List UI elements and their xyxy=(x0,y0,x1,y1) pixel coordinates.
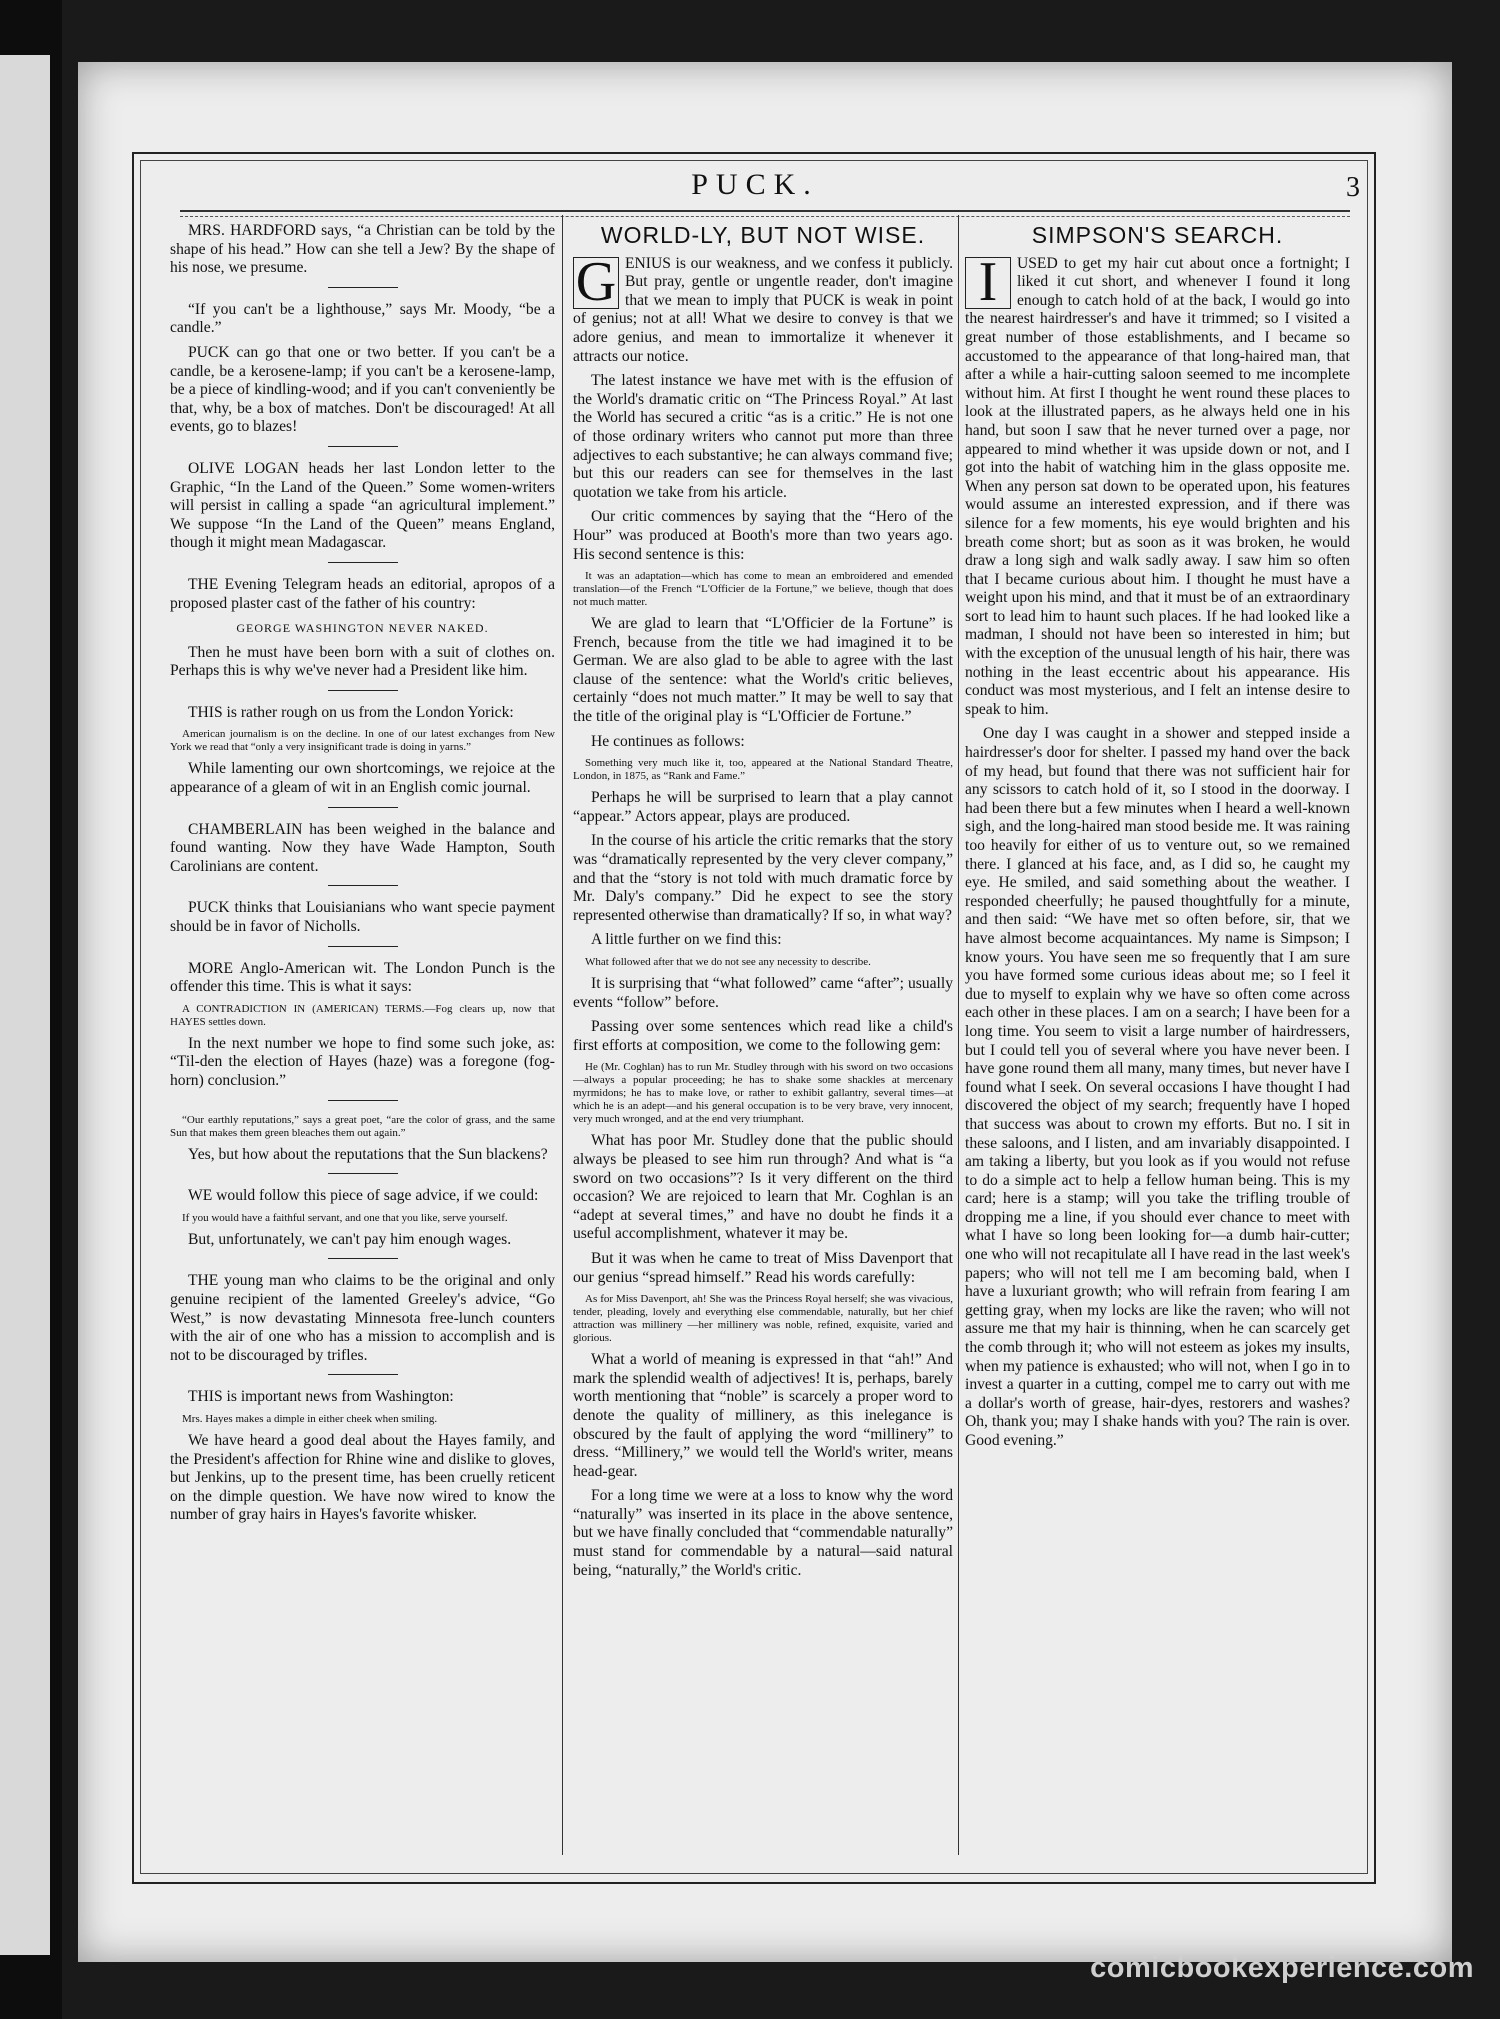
column-world-ly xyxy=(573,222,953,1852)
quotation: If you would have a faithful servant, and one that you like, serve yourself. xyxy=(182,1211,508,1224)
article-lead xyxy=(965,250,1350,720)
section-divider xyxy=(328,1374,398,1375)
paragraph: “If you can't be a lighthouse,” says Mr. Moody, “be a candle.” xyxy=(170,300,555,337)
paragraph: But, unfortunately, we can't pay him enough wages. xyxy=(188,1230,512,1248)
paragraph: The latest instance we have met with is the effusion of the World's dramatic critic on “The Princess Royal.” At last the World has secured a critic “as is a critic.” He is not one of those ordinary writers who cannot put more than three adjectives to each substantive; he can always command five; but this our readers can see for themselves in the last quotation we take from his article. xyxy=(573,372,953,501)
paragraph: While lamenting our own shortcomings, we rejoice at the appearance of a gleam of wit in an English comic journal. xyxy=(170,760,555,797)
quotation: A CONTRADICTION IN (AMERICAN) TERMS.—Fog clears up, now that HAYES settles down. xyxy=(170,1002,555,1028)
masthead xyxy=(150,168,1360,208)
section-divider xyxy=(328,562,398,563)
article-lead xyxy=(573,250,953,367)
paragraph: In the next number we hope to find some such joke, as: “Til-den the election of Hayes (haze) was a foregone (fog-horn) conclusion.” xyxy=(170,1034,555,1089)
article-heading: SIMPSON'S SEARCH. xyxy=(1031,222,1284,248)
paragraph: THE Evening Telegram heads an editorial, apropos of a proposed plaster cast of the father of his country: xyxy=(170,575,555,612)
paragraph: What a world of meaning is expressed in that “ah!” And mark the splendid wealth of adjectives! It is, perhaps, barely worth mentioning that “noble” is scarcely a proper word to denote the quality of millinery, as this inelegance is obscured by the fault of applying the word “millinery” to dress. “Millinery,” we would tell the World's writer, means head-gear. xyxy=(573,1351,953,1480)
article-body xyxy=(573,372,953,1580)
paragraph: Our critic commences by saying that the “Hero of the Hour” was produced at Booth's more than two years ago. His second sentence is this: xyxy=(573,508,953,563)
paragraph: It is surprising that “what followed” came “after”; usually events “follow” before. xyxy=(573,975,953,1011)
quotation: He (Mr. Coghlan) has to run Mr. Studley through with his sword on two occasions—always a popular proceeding; he has to shake some shackles at mercenary myrmidons; he has to make love, or rather to exhibit gallantry, several times—at which he is an adept—and his general occupation is to be very brave, very innocent, very much wronged, and at the end very triumphant. xyxy=(573,1061,953,1126)
section-divider xyxy=(328,1100,398,1101)
paragraph: MORE Anglo-American wit. The London Punch is the offender this time. This is what it says: xyxy=(170,959,555,996)
lead-text: USED to get my hair cut about once a fortnight; I liked it cut short, and whenever I found it long enough to catch hold of at the back, I would go into the nearest hairdresser's and have it trimmed; so I visited a great number of those establishments, and I became so accustomed to the appearance of that long-haired man, that after a while a hair-cutting saloon seemed to me incomplete without him. At first I thought he went round these places to look at the illustrated papers, as he always held one in his hand, but soon I saw that he never turned over a page, nor appeared to mind whether it was upside down or not, and I got into the habit of watching him in the glass opposite me. When any person sat down to be operated upon, his features would assume an interested expression, and if there was silence for a few moments, his eye would brighten and his breath come short; but as soon as it was broken, he would draw a long sigh and walk sadly away. I saw him so often that I became curious about him. I thought he must have a weight upon his mind, and that it must be of an extraordinary sort to lead him to haunt such places. If he had looked like a madman, I should not have been so interested in him; but with the exception of the unusual length of his hair, there was nothing in the least eccentric about his appearance. His conduct was most mysterious, and I felt an intense desire to speak to him. xyxy=(965,254,1350,718)
section-divider xyxy=(328,885,398,886)
quotation: “Our earthly reputations,” says a great poet, “are the color of grass, and the same Sun that makes them green bleaches them out again.” xyxy=(170,1113,555,1139)
paragraph: We are glad to learn that “L'Officier de la Fortune” is French, because from the title we had imagined it to be German. We are also glad to be able to agree with the last clause of the sentence: what the World's critic believes, certainly “does not much matter.” It may be well to say that the title of the original play is “L'Officier de Fortune.” xyxy=(573,615,953,726)
column-paragraphs xyxy=(170,222,555,1852)
paragraph: THE young man who claims to be the original and only genuine recipient of the lamented Greeley's advice, “Go West,” is now devastating Minnesota free-lunch counters with the air of one who has a mission to accomplish and is not to be discouraged by trifles. xyxy=(170,1272,555,1364)
masthead-rule xyxy=(180,210,1350,217)
quotation: Mrs. Hayes makes a dimple in either cheek when smiling. xyxy=(182,1412,438,1425)
quotation: It was an adaptation—which has come to mean an embroidered and emended translation—of the French “L'Officier de la Fortune,” we believe, though that does not much matter. xyxy=(573,570,953,609)
quotation: What followed after that we do not see any necessity to describe. xyxy=(585,956,871,968)
section-divider xyxy=(328,1258,398,1259)
lead-text: ENIUS is our weakness, and we confess it publicly. But pray, gentle or ungentle reader, don't imagine that we mean to imply that PUCK is weak in point of genius; not at all! What we desire to convey is that we adore genius, and mean to immortalize it whenever it attracts our notice. xyxy=(573,254,953,365)
column-simpson xyxy=(965,222,1350,1852)
paragraph: OLIVE LOGAN heads her last London letter to the Graphic, “In the Land of the Queen.” Some women-writers will persist in calling a spade “an agricultural implement.” We suppose “In the Land of the Queen” means England, though it might mean Madagascar. xyxy=(170,459,555,552)
paragraph: For a long time we were at a loss to know why the word “naturally” was inserted in its place in the above sentence, but we have finally concluded that “commendable naturally” must stand for commendable by a natural—said natural being, “naturally,” the World's critic. xyxy=(573,1487,953,1579)
paragraph: A little further on we find this: xyxy=(591,931,782,949)
masthead-title: PUCK. xyxy=(691,168,819,201)
paragraph: Passing over some sentences which read like a child's first efforts at composition, we come to the following gem: xyxy=(573,1018,953,1054)
section-divider xyxy=(328,1173,398,1174)
section-divider xyxy=(328,287,398,288)
paragraph: PUCK thinks that Louisianians who want specie payment should be in favor of Nicholls. xyxy=(170,899,555,936)
paragraph: What has poor Mr. Studley done that the public should always be pleased to see him run through? And what is “a sword on two occasions”? Is it very different on the third occasion? We are rejoiced to learn that Mr. Coghlan is an “adept at several times,” and have no doubt he finds it a useful accomplishment, whatever it may be. xyxy=(573,1132,953,1243)
column-rule xyxy=(562,215,563,1855)
paragraph: One day I was caught in a shower and stepped inside a hairdresser's door for shelter. I passed my hand over the back of my head, but found that there was not sufficient hair for any scissors to catch hold of it, so I stood in the doorway. I had been there but a few minutes when I heard a well-known sigh, and the long-haired man stood beside me. It was raining too heavily for either of us to venture out, so we remained there. I glanced at his face, and, as I did so, he caught my eye. He smiled, and said something about the weather. I responded cheerfully; he paused thoughtfully for a minute, and then said: “We have met so often before, sir, that we have almost become acquaintances. My name is Simpson; I know yours. You have seen me so frequently that I am sure you have formed some curious ideas about me; so I feel it due to myself to explain why we have so often come across each other in these places. I am on a search; I have been for a long time. You seem to visit a large number of hairdressers, but I could tell you of several where you have never been. I have gone round them all many, many times, but never have I found what I seek. On several occasions I have thought I had discovered the object of my search; frequently have I hoped that success was about to crown my efforts. But no. I sit in these saloons, and I listen, and am invariably disappointed. I am taking a liberty, but you look as if you would not refuse to do a simple act to help a fellow human being. This is my card; here is a stamp; will you take the trifling trouble of dropping me a line, if you should ever chance to meet with what I have so long been looking for—a dumb hair-cutter; one who will not recapitulate all I have read in the last week's papers; who will not tell me I am becoming bald, when I have a luxuriant growth; who will refrain from fearing I am getting gray, when my locks are like the raven; who will not assure me that my hair is thinning, when he can scarcely get the comb through it; who will not esteem as jokes my insults, when my patience is exhausted; who will not, when I go in to invest a quarter in a cutting, compel me to carry out with me a dollar's worth of grease, hair-dyes, restorers and washes? Oh, thank you; may I shake hands with you? The rain is over. Good evening.” xyxy=(965,725,1350,1449)
drop-cap: I xyxy=(965,257,1011,309)
adjacent-page-edge xyxy=(0,0,62,2019)
drop-cap: G xyxy=(573,257,619,309)
paragraph: CHAMBERLAIN has been weighed in the balance and found wanting. Now they have Wade Hampton, South Carolinians are content. xyxy=(170,820,555,875)
quotation: Something very much like it, too, appeared at the National Standard Theatre, London, in 1875, as “Rank and Fame.” xyxy=(573,757,953,783)
section-divider xyxy=(328,690,398,691)
paragraph: Perhaps he will be surprised to learn that a play cannot “appear.” Actors appear, plays are produced. xyxy=(573,789,953,825)
paragraph: Then he must have been born with a suit of clothes on. Perhaps this is why we've never had a President like him. xyxy=(170,643,555,680)
page-number: 3 xyxy=(1346,172,1360,203)
article-body xyxy=(965,725,1350,1450)
section-divider xyxy=(328,807,398,808)
quotation: As for Miss Davenport, ah! She was the Princess Royal herself; she was vivacious, tender, pleading, lovely and everything else commendable, naturally, but her chief attraction was millinery —her millinery was noble, refined, exquisite, varied and glorious. xyxy=(573,1293,953,1345)
paragraph: In the course of his article the critic remarks that the story was “dramatically represented by the very clever company,” and that the “story is not told with much dramatic force by Mr. Daly's company.” Did he expect to see the story represented otherwise than dramatically? If so, in what way? xyxy=(573,832,953,924)
watermark-text: comicbookexperience.com xyxy=(1090,1952,1474,1984)
article-heading: WORLD-LY, BUT NOT WISE. xyxy=(600,222,926,248)
paragraph: THIS is important news from Washington: xyxy=(188,1388,454,1406)
paragraph: We have heard a good deal about the Hayes family, and the President's affection for Rhine wine and dislike to gloves, but Jenkins, up to the present time, has been cruelly reticent on the dimple question. We have now wired to know the number of gray hairs in Hayes's favorite whisker. xyxy=(170,1431,555,1524)
paragraph: THIS is rather rough on us from the London Yorick: xyxy=(188,703,514,721)
section-divider xyxy=(328,446,398,447)
section-divider xyxy=(328,946,398,947)
paragraph: He continues as follows: xyxy=(591,732,745,750)
paragraph: PUCK can go that one or two better. If you can't be a candle, be a kerosene-lamp; if you can't be a kerosene-lamp, be a piece of kindling-wood; and if you can't conveniently be that, why, be a box of matches. Don't be discouraged! At all events, go to blazes! xyxy=(170,343,555,436)
paragraph: WE would follow this piece of sage advice, if we could: xyxy=(188,1187,539,1205)
paragraph: Yes, but how about the reputations that the Sun blackens? xyxy=(188,1145,548,1163)
paragraph: But it was when he came to treat of Miss Davenport that our genius “spread himself.” Read his words carefully: xyxy=(573,1249,953,1286)
column-rule xyxy=(958,215,959,1855)
quotation: GEORGE WASHINGTON NEVER NAKED. xyxy=(236,621,489,636)
paragraph: MRS. HARDFORD says, “a Christian can be told by the shape of his head.” How can she tell a Jew? By the shape of his nose, we presume. xyxy=(170,222,555,277)
quotation: American journalism is on the decline. In one of our latest exchanges from New York we read that “only a very insignificant trade is doing in yarns.” xyxy=(170,728,555,754)
